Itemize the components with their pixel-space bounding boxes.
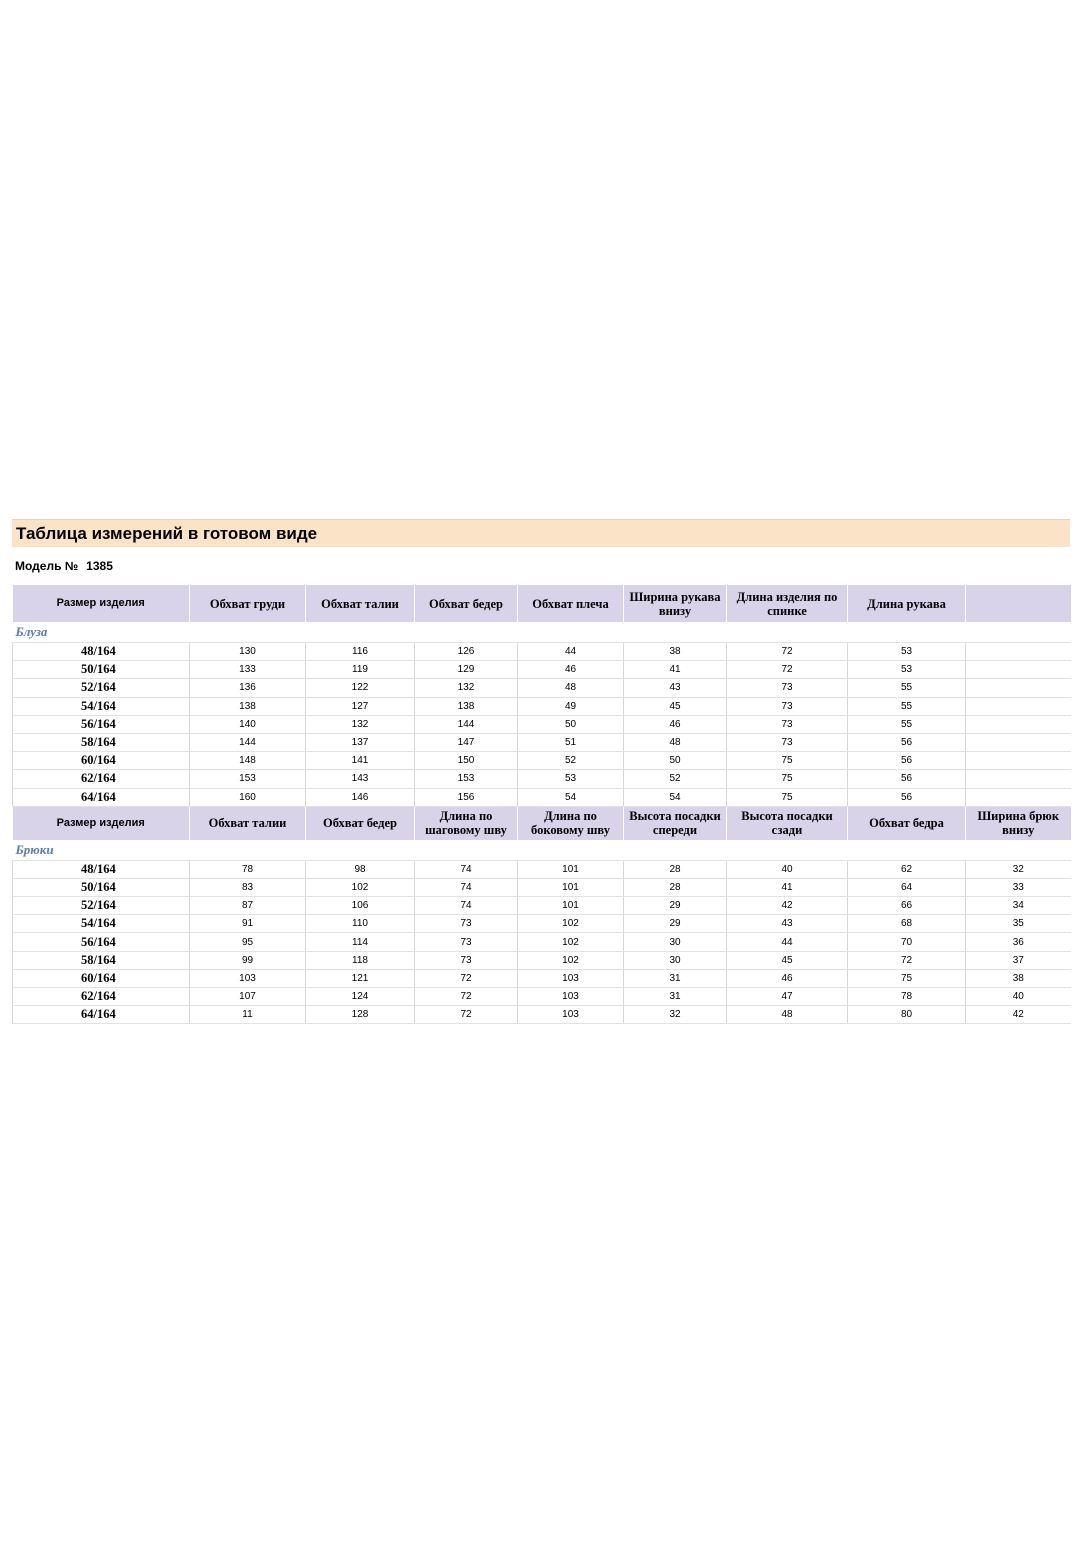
table-row — [13, 788, 1071, 806]
value-cell: 107 — [190, 988, 306, 1006]
column-header: Размер изделия — [13, 585, 190, 622]
value-cell: 56 — [848, 733, 966, 751]
value-cell: 30 — [624, 933, 727, 951]
value-cell: 148 — [190, 752, 306, 770]
column-header: Ширина рукава внизу — [624, 585, 727, 622]
table-row — [13, 697, 1071, 715]
size-cell: 64/164 — [13, 788, 190, 806]
column-header: Длина по боковому шву — [518, 806, 624, 840]
table-row — [13, 733, 1071, 751]
value-cell: 72 — [415, 988, 518, 1006]
column-header: Обхват бедер — [415, 585, 518, 622]
size-cell: 62/164 — [13, 770, 190, 788]
value-cell: 126 — [415, 643, 518, 661]
value-cell: 124 — [306, 988, 415, 1006]
value-cell: 55 — [848, 679, 966, 697]
size-cell: 48/164 — [13, 643, 190, 661]
value-cell: 38 — [966, 969, 1071, 987]
value-cell: 50 — [518, 715, 624, 733]
value-cell — [966, 679, 1071, 697]
value-cell: 72 — [727, 643, 848, 661]
value-cell: 55 — [848, 697, 966, 715]
measurement-sheet — [12, 519, 1070, 1024]
value-cell: 44 — [727, 933, 848, 951]
value-cell: 103 — [518, 988, 624, 1006]
value-cell: 102 — [306, 878, 415, 896]
value-cell: 51 — [518, 733, 624, 751]
value-cell — [966, 770, 1071, 788]
value-cell: 121 — [306, 969, 415, 987]
value-cell: 80 — [848, 1006, 966, 1024]
value-cell: 83 — [190, 878, 306, 896]
table-row — [13, 951, 1071, 969]
value-cell: 45 — [727, 951, 848, 969]
table-row — [13, 878, 1071, 896]
value-cell: 46 — [518, 661, 624, 679]
table-row — [13, 933, 1071, 951]
column-header — [966, 585, 1071, 622]
value-cell: 73 — [727, 679, 848, 697]
value-cell — [966, 661, 1071, 679]
value-cell: 49 — [518, 697, 624, 715]
blouse-header-row — [13, 585, 1071, 622]
table-row — [13, 988, 1071, 1006]
value-cell: 48 — [518, 679, 624, 697]
blouse-section-row — [13, 622, 1071, 643]
value-cell: 133 — [190, 661, 306, 679]
column-header: Длина изделия по спинке — [727, 585, 848, 622]
value-cell: 75 — [727, 788, 848, 806]
value-cell: 103 — [190, 969, 306, 987]
value-cell — [966, 643, 1071, 661]
value-cell: 68 — [848, 915, 966, 933]
value-cell: 43 — [624, 679, 727, 697]
value-cell: 136 — [190, 679, 306, 697]
value-cell: 53 — [518, 770, 624, 788]
value-cell: 32 — [966, 860, 1071, 878]
value-cell: 54 — [624, 788, 727, 806]
value-cell: 132 — [415, 679, 518, 697]
value-cell: 137 — [306, 733, 415, 751]
value-cell: 47 — [727, 988, 848, 1006]
value-cell: 101 — [518, 860, 624, 878]
value-cell: 72 — [848, 951, 966, 969]
value-cell: 156 — [415, 788, 518, 806]
value-cell: 150 — [415, 752, 518, 770]
value-cell: 29 — [624, 897, 727, 915]
size-cell: 50/164 — [13, 661, 190, 679]
table-row — [13, 770, 1071, 788]
table-row — [13, 1006, 1071, 1024]
value-cell: 32 — [624, 1006, 727, 1024]
value-cell: 78 — [848, 988, 966, 1006]
table-row — [13, 643, 1071, 661]
value-cell: 29 — [624, 915, 727, 933]
value-cell: 40 — [727, 860, 848, 878]
column-header: Обхват бедер — [306, 806, 415, 840]
value-cell: 130 — [190, 643, 306, 661]
value-cell: 98 — [306, 860, 415, 878]
section-label: Брюки — [13, 840, 1071, 861]
value-cell: 140 — [190, 715, 306, 733]
column-header: Длина по шаговому шву — [415, 806, 518, 840]
value-cell: 56 — [848, 752, 966, 770]
value-cell: 46 — [624, 715, 727, 733]
size-cell: 60/164 — [13, 969, 190, 987]
value-cell: 73 — [727, 733, 848, 751]
value-cell: 53 — [848, 643, 966, 661]
value-cell: 74 — [415, 897, 518, 915]
value-cell: 66 — [848, 897, 966, 915]
value-cell: 30 — [624, 951, 727, 969]
value-cell: 43 — [727, 915, 848, 933]
value-cell: 102 — [518, 933, 624, 951]
value-cell: 48 — [727, 1006, 848, 1024]
table-row — [13, 897, 1071, 915]
value-cell: 73 — [415, 951, 518, 969]
value-cell: 72 — [415, 969, 518, 987]
table-row — [13, 915, 1071, 933]
size-cell: 62/164 — [13, 988, 190, 1006]
value-cell: 141 — [306, 752, 415, 770]
value-cell: 28 — [624, 878, 727, 896]
value-cell: 118 — [306, 951, 415, 969]
value-cell: 99 — [190, 951, 306, 969]
table-row — [13, 969, 1071, 987]
value-cell: 73 — [727, 697, 848, 715]
column-header: Обхват плеча — [518, 585, 624, 622]
value-cell: 38 — [624, 643, 727, 661]
value-cell: 95 — [190, 933, 306, 951]
model-number: 1385 — [86, 559, 113, 573]
value-cell: 52 — [518, 752, 624, 770]
value-cell: 64 — [848, 878, 966, 896]
value-cell — [966, 788, 1071, 806]
table-row — [13, 860, 1071, 878]
value-cell: 53 — [848, 661, 966, 679]
value-cell: 138 — [415, 697, 518, 715]
size-cell: 48/164 — [13, 860, 190, 878]
value-cell: 103 — [518, 969, 624, 987]
value-cell: 52 — [624, 770, 727, 788]
column-header: Высота посадки сзади — [727, 806, 848, 840]
size-cell: 58/164 — [13, 733, 190, 751]
size-cell: 64/164 — [13, 1006, 190, 1024]
value-cell: 34 — [966, 897, 1071, 915]
value-cell: 55 — [848, 715, 966, 733]
column-header: Длина рукава — [848, 585, 966, 622]
size-cell: 52/164 — [13, 897, 190, 915]
value-cell: 41 — [624, 661, 727, 679]
size-cell: 54/164 — [13, 697, 190, 715]
value-cell: 70 — [848, 933, 966, 951]
value-cell: 42 — [966, 1006, 1071, 1024]
value-cell: 147 — [415, 733, 518, 751]
value-cell: 119 — [306, 661, 415, 679]
size-cell: 60/164 — [13, 752, 190, 770]
value-cell: 45 — [624, 697, 727, 715]
value-cell: 62 — [848, 860, 966, 878]
size-cell: 52/164 — [13, 679, 190, 697]
value-cell: 91 — [190, 915, 306, 933]
page-title: Таблица измерений в готовом виде — [12, 519, 1070, 547]
value-cell: 11 — [190, 1006, 306, 1024]
value-cell: 160 — [190, 788, 306, 806]
value-cell — [966, 733, 1071, 751]
value-cell — [966, 752, 1071, 770]
value-cell: 153 — [190, 770, 306, 788]
value-cell: 41 — [727, 878, 848, 896]
value-cell: 33 — [966, 878, 1071, 896]
size-cell: 54/164 — [13, 915, 190, 933]
table-row — [13, 715, 1071, 733]
value-cell: 72 — [727, 661, 848, 679]
size-cell: 56/164 — [13, 933, 190, 951]
value-cell: 146 — [306, 788, 415, 806]
value-cell: 48 — [624, 733, 727, 751]
value-cell: 102 — [518, 951, 624, 969]
value-cell: 132 — [306, 715, 415, 733]
value-cell: 73 — [415, 915, 518, 933]
column-header: Обхват талии — [190, 806, 306, 840]
value-cell: 153 — [415, 770, 518, 788]
value-cell: 44 — [518, 643, 624, 661]
value-cell: 101 — [518, 897, 624, 915]
value-cell: 73 — [415, 933, 518, 951]
value-cell: 50 — [624, 752, 727, 770]
value-cell: 72 — [415, 1006, 518, 1024]
value-cell: 143 — [306, 770, 415, 788]
value-cell: 75 — [727, 770, 848, 788]
value-cell: 75 — [848, 969, 966, 987]
value-cell: 138 — [190, 697, 306, 715]
trousers-section-row — [13, 840, 1071, 861]
column-header: Обхват бедра — [848, 806, 966, 840]
table-row — [13, 661, 1071, 679]
value-cell: 56 — [848, 770, 966, 788]
size-cell: 56/164 — [13, 715, 190, 733]
value-cell: 74 — [415, 878, 518, 896]
column-header: Размер изделия — [13, 806, 190, 840]
value-cell — [966, 697, 1071, 715]
size-cell: 58/164 — [13, 951, 190, 969]
value-cell: 75 — [727, 752, 848, 770]
value-cell: 129 — [415, 661, 518, 679]
section-label: Блуза — [13, 622, 1071, 643]
value-cell: 127 — [306, 697, 415, 715]
value-cell: 46 — [727, 969, 848, 987]
value-cell: 114 — [306, 933, 415, 951]
value-cell: 56 — [848, 788, 966, 806]
column-header: Высота посадки спереди — [624, 806, 727, 840]
model-label: Модель № — [15, 559, 79, 573]
value-cell: 110 — [306, 915, 415, 933]
value-cell: 144 — [415, 715, 518, 733]
value-cell: 87 — [190, 897, 306, 915]
value-cell: 144 — [190, 733, 306, 751]
trousers-header-row — [13, 806, 1071, 840]
value-cell: 116 — [306, 643, 415, 661]
value-cell: 37 — [966, 951, 1071, 969]
value-cell: 36 — [966, 933, 1071, 951]
value-cell: 103 — [518, 1006, 624, 1024]
value-cell: 102 — [518, 915, 624, 933]
model-row — [12, 547, 1070, 585]
table-row — [13, 679, 1071, 697]
column-header: Обхват груди — [190, 585, 306, 622]
value-cell: 78 — [190, 860, 306, 878]
size-cell: 50/164 — [13, 878, 190, 896]
measurement-table — [12, 585, 1071, 1024]
value-cell: 40 — [966, 988, 1071, 1006]
value-cell: 128 — [306, 1006, 415, 1024]
value-cell — [966, 715, 1071, 733]
value-cell: 73 — [727, 715, 848, 733]
value-cell: 28 — [624, 860, 727, 878]
value-cell: 35 — [966, 915, 1071, 933]
value-cell: 54 — [518, 788, 624, 806]
value-cell: 31 — [624, 969, 727, 987]
value-cell: 31 — [624, 988, 727, 1006]
value-cell: 122 — [306, 679, 415, 697]
value-cell: 106 — [306, 897, 415, 915]
value-cell: 74 — [415, 860, 518, 878]
value-cell: 42 — [727, 897, 848, 915]
value-cell: 101 — [518, 878, 624, 896]
column-header: Обхват талии — [306, 585, 415, 622]
table-row — [13, 752, 1071, 770]
column-header: Ширина брюк внизу — [966, 806, 1071, 840]
